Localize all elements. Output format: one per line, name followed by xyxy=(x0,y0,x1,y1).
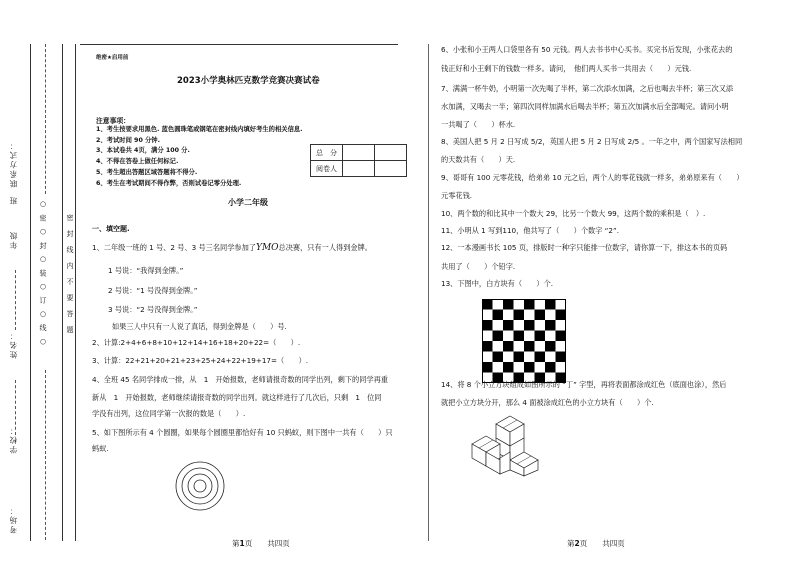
seal-char: 密 xyxy=(66,214,74,222)
q1-statement-1: 1 号说：“我得到金牌。” xyxy=(108,266,184,275)
checker-square xyxy=(545,331,556,342)
checker-square xyxy=(514,352,525,363)
checker-square xyxy=(524,310,535,321)
q13-text: 13、下图中，白方块有（ ）个. xyxy=(441,279,554,288)
school-fill-line xyxy=(15,380,16,435)
seal-dash-top xyxy=(45,44,46,194)
q1-statement-3: 3 号说：“2 号没得到金牌。” xyxy=(108,305,198,314)
q8-line-1: 8、美国人把 5 月 2 日写成 5/2，英国人把 5 月 2 日写成 2/5 。一年之中，两个国家写法相同 xyxy=(441,137,743,146)
checker-square xyxy=(545,310,556,321)
checker-square xyxy=(482,352,493,363)
exam-room-label: 考场： xyxy=(9,505,18,534)
seal-char: 内 xyxy=(66,262,74,270)
checker-square xyxy=(556,310,567,321)
seal-char: 答 xyxy=(66,310,74,318)
seal-warning xyxy=(65,210,75,338)
q4-line-2: 新从 1 开始报数，老师继续请报奇数的同学出列。就这样进行了几次后，只剩 1 位同 xyxy=(92,393,382,402)
checker-square xyxy=(514,362,525,373)
seal-line-text: ○ 密 ○ 封 ○ 装 ○ 订 ○ 线 ○ xyxy=(39,200,47,348)
seal-char: 线 xyxy=(66,246,74,254)
note-item: 4、不得在答卷上做任何标记. xyxy=(96,158,179,166)
q7-line-2: 水加满，又喝去一半；第四次同样加满水后喝去半杯；第五次加满水后全部喝完。请问小明 xyxy=(441,102,729,111)
circle-4 xyxy=(194,480,206,492)
q6-line-2: 钱正好和小王剩下的钱数一样多。请问， 他们两人买书一共用去（ ）元钱. xyxy=(441,64,692,73)
notes-title: 注意事项： xyxy=(96,117,130,125)
checker-square xyxy=(482,299,493,310)
checker-square xyxy=(482,310,493,321)
checker-square xyxy=(503,299,514,310)
left-page-footer: 第1页 共四页 xyxy=(232,539,290,548)
page-divider xyxy=(428,44,429,541)
checker-square xyxy=(514,341,525,352)
q1-question: 如果三人中只有一人说了真话，得到金牌是（ ）号. xyxy=(112,322,287,331)
checker-square xyxy=(524,352,535,363)
q4-line-3: 学没有出列，这位同学第一次报的数是（ ）. xyxy=(92,409,246,418)
checker-square xyxy=(545,299,556,310)
q9-line-2: 元零花钱. xyxy=(441,191,473,200)
checker-square xyxy=(556,352,567,363)
seal-char: 要 xyxy=(66,294,74,302)
class-label: 班 xyxy=(9,195,18,205)
q3-text: 3、计算：22+21+20+21+23+25+24+22+19+17=（ ）. xyxy=(92,356,309,365)
checker-square xyxy=(493,310,504,321)
margin-border-inner2 xyxy=(75,44,76,541)
checker-square xyxy=(503,331,514,342)
checker-square xyxy=(503,320,514,331)
note-item: 6、考生在考试期间不得作弊，否则试卷记零分处理. xyxy=(96,179,242,187)
checker-square xyxy=(482,320,493,331)
q7-line-3: 一共喝了（ ）杯水. xyxy=(441,120,516,129)
checker-square xyxy=(482,341,493,352)
seal-char: 封 xyxy=(66,230,74,238)
q12-line-2: 共用了（ ）个铅字. xyxy=(441,262,516,271)
q2-text: 2、计算:2+4+6+8+10+12+14+16+18+20+22=（ ）. xyxy=(92,338,301,347)
seal-char: 不 xyxy=(66,278,74,286)
checker-square xyxy=(556,320,567,331)
q1-statement-2: 2 号说：“1 号没得到金牌。” xyxy=(108,286,198,295)
checker-square xyxy=(535,352,546,363)
q9-line-1: 9、哥哥有 100 元零花钱，给弟弟 10 元之后，两个人的零花钱就一样多，弟弟原来有（ ） xyxy=(441,173,744,182)
seal-dash-bottom xyxy=(45,370,46,540)
checker-square xyxy=(545,352,556,363)
checker-square xyxy=(482,362,493,373)
checker-square xyxy=(493,341,504,352)
checker-square xyxy=(503,310,514,321)
checker-square xyxy=(524,299,535,310)
checkerboard-figure xyxy=(482,299,566,383)
q14-line-1: 14、将 8 个小立方块组成如图所示的 “丁” 字型，再将表面都涂成红色（底面也涂），然后 xyxy=(441,380,727,389)
q1-text: 1、二年级一班的 1 号、2 号、3 号三名同学参加了YMO总决赛，只有一人得到金牌。 xyxy=(92,243,372,253)
checker-square xyxy=(493,352,504,363)
checker-square xyxy=(524,362,535,373)
checker-square xyxy=(545,341,556,352)
note-item: 3、本试卷共 4页，满分 100 分. xyxy=(96,147,190,155)
q5-line-2: 蚂蚁. xyxy=(92,444,109,453)
name-label: 姓名： xyxy=(9,330,18,359)
checker-square xyxy=(535,310,546,321)
circle-1 xyxy=(176,462,224,510)
checker-square xyxy=(482,331,493,342)
checker-square xyxy=(514,331,525,342)
checker-square xyxy=(493,299,504,310)
name-fill-line xyxy=(15,270,16,330)
checker-square xyxy=(545,320,556,331)
q6-line-1: 6、小张和小王两人口袋里各有 50 元钱。两人去书书中心买书。买完书后发现，小张花去的 xyxy=(441,45,733,54)
q8-line-2: 的天数共有（ ）天. xyxy=(441,155,516,164)
checker-square xyxy=(493,362,504,373)
school-label: 学校： xyxy=(9,425,18,454)
checker-square xyxy=(524,341,535,352)
circle-2 xyxy=(182,468,218,504)
checker-square xyxy=(524,331,535,342)
checker-square xyxy=(503,352,514,363)
concentric-circles-figure xyxy=(174,460,226,512)
q4-line-1: 4、全班 45 名同学排成一排，从 1 开始报数，老师请报奇数的同学出列，剩下的同学再重 xyxy=(92,375,388,384)
checker-square xyxy=(514,310,525,321)
q11-text: 11、小明从 1 写到110，他共写了（ ）个数字 “2”. xyxy=(441,226,619,235)
checker-square xyxy=(545,362,556,373)
confidential-mark: 绝密★启用前 xyxy=(96,55,129,61)
checker-square xyxy=(535,320,546,331)
checker-square xyxy=(556,299,567,310)
checker-square xyxy=(524,320,535,331)
q7-line-1: 7、满满一杯牛奶，小明第一次先喝了半杯，第二次添水加满，之后也喝去半杯；第三次又添 xyxy=(441,84,734,93)
note-item: 5、考生超出答题区域答题将不得分. xyxy=(96,168,198,176)
grader-cell-2[interactable] xyxy=(375,161,407,177)
note-item: 2、考试时间 90 分钟. xyxy=(96,136,160,144)
checker-square xyxy=(535,299,546,310)
grader-cell[interactable] xyxy=(343,161,375,177)
q14-line-2: 就把小立方块分开，那么 4 面被涂成红色的小立方块有（ ）个. xyxy=(441,398,654,407)
score-table xyxy=(310,144,407,177)
section-title: 一、填空题. xyxy=(92,225,130,233)
t-shaped-cubes-figure xyxy=(466,410,548,478)
checker-square xyxy=(556,331,567,342)
checker-square xyxy=(514,299,525,310)
checker-square xyxy=(535,341,546,352)
margin-border xyxy=(30,44,31,541)
seal-char: 题 xyxy=(66,326,74,334)
checker-square xyxy=(514,320,525,331)
checker-square xyxy=(493,320,504,331)
checker-square xyxy=(493,331,504,342)
contact-label: 联系方式： xyxy=(9,140,18,188)
grade-label: 年级 xyxy=(9,230,18,249)
margin-border-inner xyxy=(62,44,63,541)
grader-label: 阅卷人 xyxy=(311,161,343,177)
checker-square xyxy=(556,341,567,352)
right-page-footer: 第2页 共四页 xyxy=(567,539,625,548)
checker-square xyxy=(503,341,514,352)
score-cell[interactable] xyxy=(343,145,375,161)
checker-square xyxy=(535,362,546,373)
note-item: 1、考生按要求用黑色. 蓝色圆珠笔或钢笔在密封线内填好考生的相关信息. xyxy=(96,126,303,133)
exam-title: 2023小学奥林匹克数学竞赛决赛试卷 xyxy=(177,76,320,86)
checker-square xyxy=(556,362,567,373)
q5-line-1: 5、如下图所示有 4 个圆圈，如果每个圆圈里都恰好有 10 只蚂蚁，则下图中一共有（ ）只 xyxy=(92,428,393,437)
circle-3 xyxy=(188,474,212,498)
score-label: 总 分 xyxy=(311,145,343,161)
checker-square xyxy=(535,331,546,342)
checker-square xyxy=(503,362,514,373)
q10-text: 10、两个数的和比其中一个数大 29，比另一个数大 99，这两个数的乘积是（ ）. xyxy=(441,209,706,218)
q12-line-1: 12、一本漫画书长 105 页，排版时一种字只能排一位数字，请你算一下，排这本书的页码 xyxy=(441,243,728,252)
score-cell-2[interactable] xyxy=(375,145,407,161)
grade-title: 小学二年级 xyxy=(228,198,268,207)
left-top-rule xyxy=(80,44,398,45)
